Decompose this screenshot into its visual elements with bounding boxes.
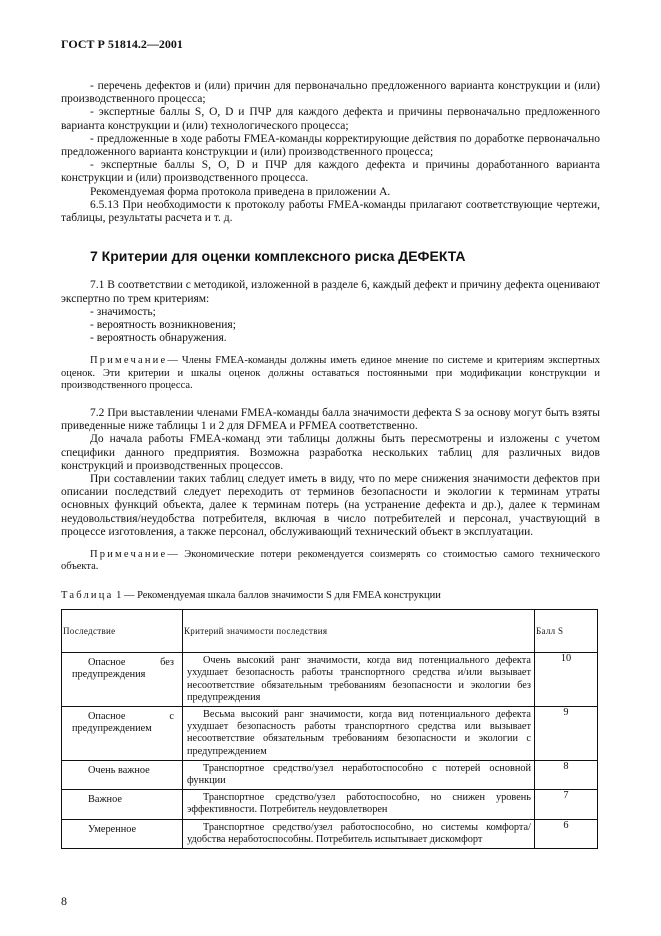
note — [61, 355, 600, 393]
list-item: - экспертные баллы S, O, D и ПЧР для каждого дефекта и причины первоначально предложенного варианта конструкции и (или) технологического процесса; — [61, 106, 600, 132]
note-text: — Члены FMEA-команды должны иметь единое мнение по системе и критериям экспертных оценок. Эти критерии и шкалы оценок должны оставаться постоянными при модификации конструкции и производственного процесса. — [61, 355, 600, 392]
paragraph-7-1: 7.1 В соответствии с методикой, изложенной в разделе 6, каждый дефект и причину дефекта оценивают экспертно по трем критериям: — [61, 279, 600, 305]
document-header: ГОСТ Р 51814.2—2001 — [61, 37, 183, 51]
table-row — [62, 790, 598, 819]
column-header-consequence: Последствие — [62, 610, 183, 653]
criterion-text: Транспортное средство/узел работоспособно, но снижен уровень эффективности. Потребитель неудовлетворен — [187, 792, 531, 816]
list-item: - перечень дефектов и (или) причин для первоначально предложенного варианта конструкции и (или) производственного процесса; — [61, 80, 600, 106]
column-header-criterion: Критерий значимости последствия — [183, 610, 535, 653]
criterion-text: Весьма высокий ранг значимости, когда вид потенциального дефекта ухудшает безопасность работы транспортного средства или вызывает несоответствие обязательным требованиям безопасности и экологии с предупреждением — [187, 709, 531, 757]
table-row — [62, 653, 598, 707]
criterion-cell — [183, 790, 535, 819]
note — [61, 549, 600, 574]
list-item: - значимость; — [90, 305, 156, 318]
note-label: Примечание — [90, 355, 168, 367]
column-header-score: Балл S — [535, 610, 598, 653]
paragraph: До начала работы FMEA-команд эти таблицы должны быть пересмотрены и изложены с учетом специфики данного предприятия. Возможна разработка нескольких таблиц для различных видов конструкций и производственных процессов. — [61, 433, 600, 472]
list-item: - вероятность обнаружения. — [90, 332, 227, 345]
table-row — [62, 707, 598, 761]
paragraph: При составлении таких таблиц следует иметь в виду, что по мере снижения значимости дефектов при описании последствий следует переходить от терминов безопасности и экологии к терминам утраты основных функций объекта, далее к терминам потерь (на устранение дефекта и др.), далее к терминам неудовольствия/неудобства потребителя, включая в число потребителей и персонал, участвующий в процессе изготовления, а также персонал, обслуживающий технический объект в эксплуатации. — [61, 472, 600, 538]
score-cell: 7 — [535, 790, 598, 819]
consequence-cell: Опасное с предупреждением — [62, 707, 183, 761]
consequence-cell: Очень важное — [62, 760, 183, 789]
table-caption-text: 1 — Рекомендуемая шкала баллов значимости S для FMEA конструкции — [116, 589, 441, 601]
page-number: 8 — [61, 894, 67, 908]
score-cell: 6 — [535, 819, 598, 848]
list-item: - экспертные баллы S, O, D и ПЧР для каждого дефекта и причины доработанного варианта конструкции и (или) производственного процесса. — [61, 159, 600, 185]
section-title: 7 Критерии для оценки комплексного риска ДЕФЕКТА — [90, 248, 466, 265]
criterion-cell — [183, 707, 535, 761]
score-cell: 9 — [535, 707, 598, 761]
note-label: Примечание — [90, 548, 168, 560]
criterion-text: Транспортное средство/узел неработоспособно с потерей основной функции — [187, 762, 531, 787]
criterion-text: Очень высокий ранг значимости, когда вид потенциального дефекта ухудшает безопасность работы транспортного средства и/или вызывает несоответствие обязательным требованиям безопасности и экологии без предупреждения — [187, 655, 531, 703]
list-item: - вероятность возникновения; — [90, 319, 236, 332]
note-text: — Экономические потери рекомендуется соизмерять со стоимостью самого технического объекта. — [61, 548, 600, 573]
table-caption — [61, 589, 600, 602]
consequence-cell: Опасное без предупреждения — [62, 653, 183, 707]
consequence-cell: Умеренное — [62, 819, 183, 848]
paragraph: Рекомендуемая форма протокола приведена в приложении А. — [90, 185, 391, 198]
table-row — [62, 760, 598, 789]
criterion-cell — [183, 819, 535, 848]
document-body — [61, 80, 600, 849]
severity-table — [61, 609, 598, 849]
table-row — [62, 819, 598, 848]
table-caption-label: Таблица — [61, 589, 114, 601]
criterion-text: Транспортное средство/узел работоспособно, но системы комфорта/удобства неработоспособны. Потребитель испытывает дискомфорт — [187, 821, 531, 845]
criterion-cell — [183, 653, 535, 707]
paragraph-7-2: 7.2 При выставлении членами FMEA-команды балла значимости дефекта S за основу могут быть взяты приведенные ниже таблицы 1 и 2 для DFMEA и PFMEA соответственно. — [61, 406, 600, 433]
consequence-cell: Важное — [62, 790, 183, 819]
criterion-cell — [183, 760, 535, 789]
paragraph-6-5-13: 6.5.13 При необходимости к протоколу работы FMEA-команды прилагают соответствующие чертежи, таблицы, результаты расчета и т. д. — [61, 198, 600, 225]
list-item: - предложенные в ходе работы FMEA-команды корректирующие действия по доработке первоначально предложенного варианта конструкции и (или) производственного процесса; — [61, 132, 600, 159]
score-cell: 8 — [535, 760, 598, 789]
table-header-row — [62, 610, 598, 653]
score-cell: 10 — [535, 653, 598, 707]
